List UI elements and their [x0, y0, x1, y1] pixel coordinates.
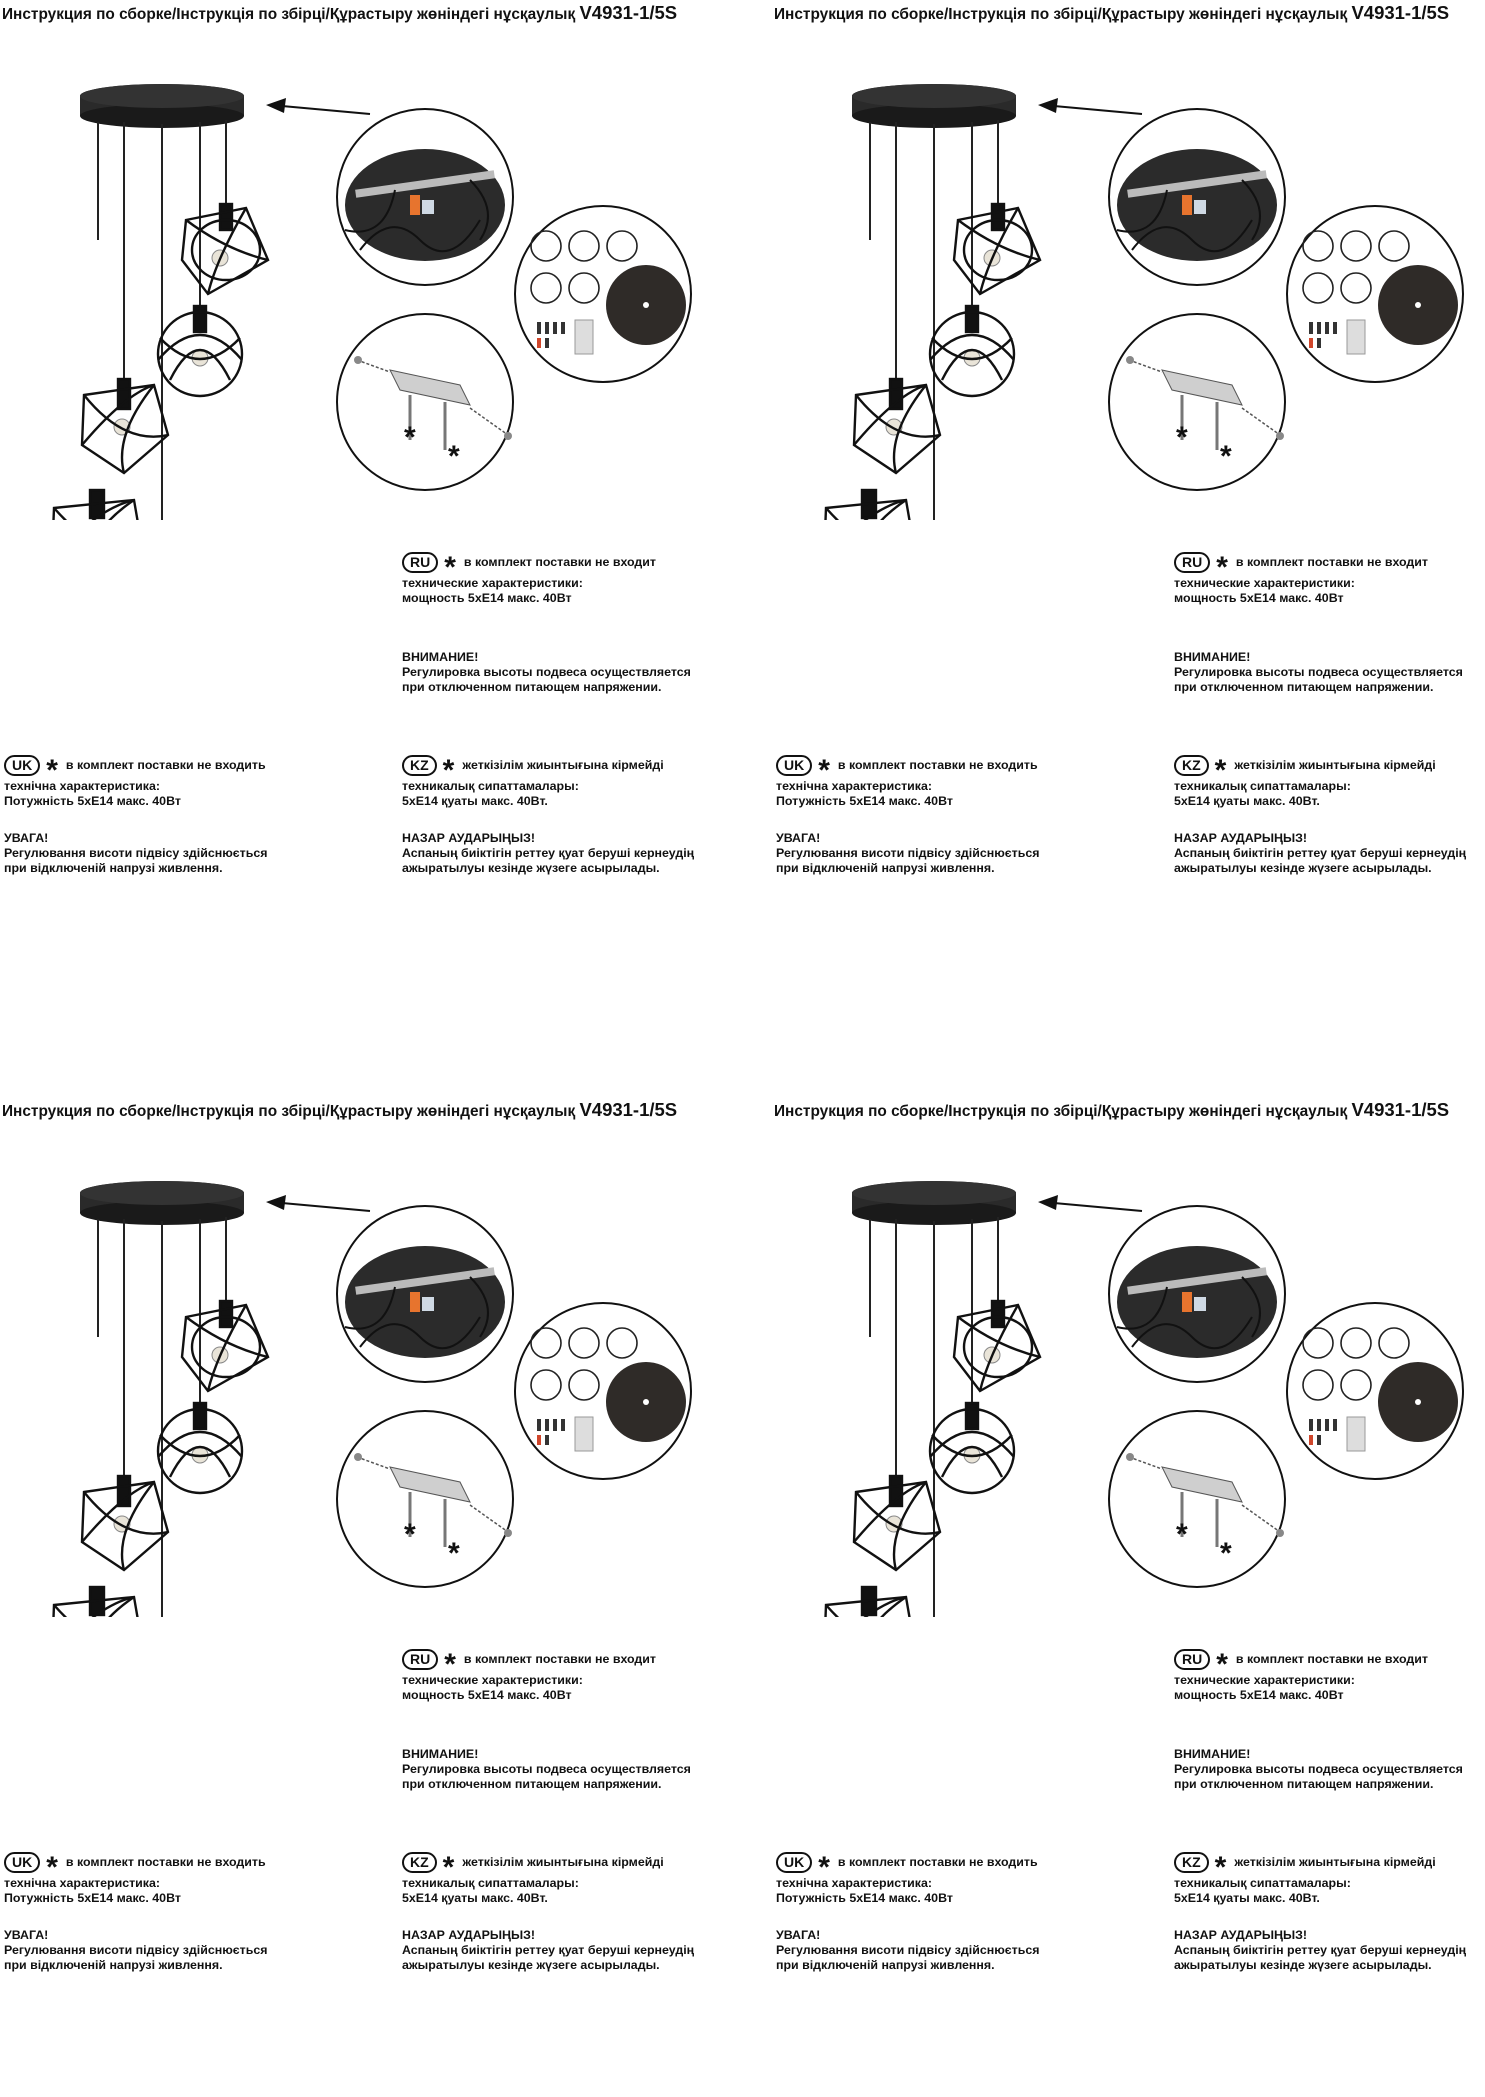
- asterisk-icon: *: [1216, 551, 1228, 584]
- canopy-interior-detail: [1109, 109, 1285, 285]
- uk-spec-title: технічна характеристика:: [776, 1876, 933, 1890]
- uk-badge: UK: [776, 1852, 812, 1873]
- lamp-illustration: [772, 0, 1485, 520]
- ru-not-included: в комплект поставки не входит: [1235, 1651, 1428, 1666]
- ru-warning-line2: при отключенном питающем напряжении.: [402, 1777, 662, 1791]
- uk-badge: UK: [776, 755, 812, 776]
- asterisk-icon: *: [818, 754, 830, 787]
- ru-warning-title: ВНИМАНИЕ!: [1174, 1747, 1251, 1761]
- ru-section: [402, 1647, 691, 1792]
- canopy-interior-detail: [337, 1206, 513, 1382]
- asterisk-icon: *: [442, 1851, 455, 1884]
- canopy-interior-detail: [337, 109, 513, 285]
- uk-warning-line2: при відключеній напрузі живлення.: [776, 861, 995, 875]
- kz-badge: KZ: [1174, 755, 1209, 776]
- uk-not-included: в комплект поставки не входить: [65, 757, 266, 772]
- uk-warning-line2: при відключеній напрузі живлення.: [776, 1958, 995, 1972]
- uk-warning-title: УВАГА!: [776, 1928, 821, 1942]
- asterisk-icon: *: [1216, 1648, 1228, 1681]
- ru-warning-title: ВНИМАНИЕ!: [402, 650, 479, 664]
- kz-spec-title: техникалық сипаттамалары:: [402, 1876, 579, 1890]
- ru-badge: RU: [402, 1649, 438, 1670]
- model-code: V4931-1/5S: [579, 2, 678, 23]
- instruction-title: Инструкция по сборке/Інструкція по збірці/Құрастыру жөніндегі нұсқаулық V4931-1/5S: [2, 1099, 678, 1120]
- uk-warning-title: УВАГА!: [776, 831, 821, 845]
- uk-spec-value: Потужність 5хЕ14 макс. 40Вт: [776, 794, 953, 808]
- model-code: V4931-1/5S: [1351, 2, 1450, 23]
- kz-spec-value: 5хЕ14 қуаты макс. 40Вт.: [1174, 1891, 1320, 1905]
- mounting-bracket-detail: [1109, 314, 1285, 490]
- mounting-bracket-detail: [337, 314, 513, 490]
- kz-section: [402, 753, 694, 876]
- asterisk-icon: *: [444, 551, 456, 584]
- ru-spec-value: мощность 5хЕ14 макс. 40Вт: [402, 591, 572, 605]
- kz-section: [1174, 1850, 1466, 1973]
- canopy: [80, 1181, 244, 1225]
- ru-badge: RU: [1174, 1649, 1210, 1670]
- uk-warning-line1: Регулювання висоти підвісу здійснюється: [4, 1943, 268, 1957]
- asterisk-icon: *: [444, 1648, 456, 1681]
- lamp-illustration: [0, 1097, 740, 1617]
- mounting-bracket-detail: [1109, 1411, 1285, 1587]
- kz-warning-line2: ажыратылуы кезінде жүзеге асырылады.: [402, 1958, 660, 1972]
- asterisk-icon: *: [46, 1851, 58, 1884]
- instruction-panel-bottom-right: [772, 1097, 1485, 2097]
- uk-section: [776, 1850, 1039, 1973]
- ru-spec-value: мощность 5хЕ14 макс. 40Вт: [1174, 1688, 1344, 1702]
- kz-not-included: жеткізілім жиынтығына кірмейді: [462, 1854, 664, 1869]
- kz-warning-line2: ажыратылуы кезінде жүзеге асырылады.: [1174, 861, 1432, 875]
- ru-warning-line1: Регулировка высоты подвеса осуществляется: [402, 1762, 691, 1776]
- kz-not-included: жеткізілім жиынтығына кірмейді: [1234, 1854, 1436, 1869]
- kz-badge: KZ: [1174, 1852, 1209, 1873]
- uk-badge: UK: [4, 1852, 40, 1873]
- ru-not-included: в комплект поставки не входит: [463, 1651, 656, 1666]
- ru-not-included: в комплект поставки не входит: [1235, 554, 1428, 569]
- uk-section: [4, 753, 267, 876]
- uk-warning-line1: Регулювання висоти підвісу здійснюється: [4, 846, 268, 860]
- ru-section: [1174, 550, 1463, 695]
- uk-badge: UK: [4, 755, 40, 776]
- uk-section: [776, 753, 1039, 876]
- kz-spec-value: 5хЕ14 қуаты макс. 40Вт.: [402, 794, 548, 808]
- uk-not-included: в комплект поставки не входить: [837, 757, 1038, 772]
- ru-section: [1174, 1647, 1463, 1792]
- kz-warning-line1: Аспаның биіктігін реттеу қуат беруші кернеудің: [1174, 1943, 1467, 1957]
- bracket-star-2: *: [1220, 440, 1232, 473]
- pointer-arrow: [1038, 98, 1142, 114]
- kz-warning-title: НАЗАР АУДАРЫҢЫЗ!: [1174, 1928, 1308, 1942]
- ru-spec-value: мощность 5хЕ14 макс. 40Вт: [402, 1688, 572, 1702]
- ru-spec-title: технические характеристики:: [1174, 576, 1355, 590]
- package-contents-detail: [1287, 1303, 1463, 1479]
- model-code: V4931-1/5S: [1351, 1099, 1450, 1120]
- uk-not-included: в комплект поставки не входить: [65, 1854, 266, 1869]
- package-contents-detail: [515, 1303, 691, 1479]
- canopy: [852, 1181, 1016, 1225]
- instruction-panel-bottom-left: [0, 1097, 740, 2097]
- asterisk-icon: *: [1214, 1851, 1227, 1884]
- kz-section: [1174, 753, 1466, 876]
- pointer-arrow: [266, 1195, 370, 1211]
- cage-shades: [824, 204, 1040, 520]
- ru-warning-title: ВНИМАНИЕ!: [1174, 650, 1251, 664]
- ru-spec-value: мощность 5хЕ14 макс. 40Вт: [1174, 591, 1344, 605]
- uk-spec-title: технічна характеристика:: [4, 779, 161, 793]
- kz-warning-title: НАЗАР АУДАРЫҢЫЗ!: [402, 831, 536, 845]
- package-contents-detail: [515, 206, 691, 382]
- uk-warning-line1: Регулювання висоти підвісу здійснюється: [776, 1943, 1040, 1957]
- kz-spec-title: техникалық сипаттамалары:: [402, 779, 579, 793]
- kz-warning-line1: Аспаның биіктігін реттеу қуат беруші кернеудің: [402, 1943, 695, 1957]
- ru-badge: RU: [402, 552, 438, 573]
- uk-spec-value: Потужність 5хЕ14 макс. 40Вт: [776, 1891, 953, 1905]
- bracket-star-2: *: [1220, 1537, 1232, 1570]
- ru-warning-line2: при отключенном питающем напряжении.: [402, 680, 662, 694]
- ru-badge: RU: [1174, 552, 1210, 573]
- ru-spec-title: технические характеристики:: [402, 576, 583, 590]
- ru-warning-line1: Регулировка высоты подвеса осуществляется: [402, 665, 691, 679]
- kz-badge: KZ: [402, 755, 437, 776]
- kz-warning-line2: ажыратылуы кезінде жүзеге асырылады.: [1174, 1958, 1432, 1972]
- ru-spec-title: технические характеристики:: [1174, 1673, 1355, 1687]
- bracket-star-1: *: [404, 1518, 416, 1551]
- instruction-title: Инструкция по сборке/Інструкція по збірці/Құрастыру жөніндегі нұсқаулық V4931-1/5S: [2, 2, 678, 23]
- kz-warning-line2: ажыратылуы кезінде жүзеге асырылады.: [402, 861, 660, 875]
- bracket-star-1: *: [404, 421, 416, 454]
- kz-spec-value: 5хЕ14 қуаты макс. 40Вт.: [1174, 794, 1320, 808]
- cage-shades: [824, 1301, 1040, 1617]
- kz-not-included: жеткізілім жиынтығына кірмейді: [1234, 757, 1436, 772]
- uk-spec-title: технічна характеристика:: [776, 779, 933, 793]
- canopy: [80, 84, 244, 128]
- lamp-illustration: [772, 1097, 1485, 1617]
- kz-spec-title: техникалық сипаттамалары:: [1174, 779, 1351, 793]
- uk-section: [4, 1850, 267, 1973]
- ru-section: [402, 550, 691, 695]
- instruction-title: Инструкция по сборке/Інструкція по збірці/Құрастыру жөніндегі нұсқаулық V4931-1/5S: [774, 2, 1450, 23]
- package-contents-detail: [1287, 206, 1463, 382]
- cage-shades: [52, 204, 268, 520]
- canopy: [852, 84, 1016, 128]
- uk-not-included: в комплект поставки не входить: [837, 1854, 1038, 1869]
- canopy-interior-detail: [1109, 1206, 1285, 1382]
- kz-warning-title: НАЗАР АУДАРЫҢЫЗ!: [1174, 831, 1308, 845]
- kz-warning-line1: Аспаның биіктігін реттеу қуат беруші кернеудің: [1174, 846, 1467, 860]
- bracket-star-2: *: [448, 1537, 460, 1570]
- instruction-title: Инструкция по сборке/Інструкція по збірці/Құрастыру жөніндегі нұсқаулық V4931-1/5S: [774, 1099, 1450, 1120]
- ru-warning-line2: при отключенном питающем напряжении.: [1174, 1777, 1434, 1791]
- kz-section: [402, 1850, 694, 1973]
- ru-spec-title: технические характеристики:: [402, 1673, 583, 1687]
- ru-warning-line2: при отключенном питающем напряжении.: [1174, 680, 1434, 694]
- uk-warning-line2: при відключеній напрузі живлення.: [4, 1958, 223, 1972]
- asterisk-icon: *: [442, 754, 455, 787]
- uk-spec-title: технічна характеристика:: [4, 1876, 161, 1890]
- instruction-panel-top-right: [772, 0, 1485, 1000]
- kz-spec-value: 5хЕ14 қуаты макс. 40Вт.: [402, 1891, 548, 1905]
- mounting-bracket-detail: [337, 1411, 513, 1587]
- ru-not-included: в комплект поставки не входит: [463, 554, 656, 569]
- kz-warning-line1: Аспаның биіктігін реттеу қуат беруші кернеудің: [402, 846, 695, 860]
- instruction-panel-top-left: [0, 0, 740, 1000]
- uk-warning-title: УВАГА!: [4, 1928, 49, 1942]
- ru-warning-title: ВНИМАНИЕ!: [402, 1747, 479, 1761]
- bracket-star-1: *: [1176, 1518, 1188, 1551]
- uk-warning-line2: при відключеній напрузі живлення.: [4, 861, 223, 875]
- kz-badge: KZ: [402, 1852, 437, 1873]
- asterisk-icon: *: [1214, 754, 1227, 787]
- bracket-star-1: *: [1176, 421, 1188, 454]
- lamp-illustration: [0, 0, 740, 520]
- ru-warning-line1: Регулировка высоты подвеса осуществляется: [1174, 665, 1463, 679]
- pointer-arrow: [266, 98, 370, 114]
- kz-warning-title: НАЗАР АУДАРЫҢЫЗ!: [402, 1928, 536, 1942]
- cage-shades: [52, 1301, 268, 1617]
- pointer-arrow: [1038, 1195, 1142, 1211]
- uk-warning-line1: Регулювання висоти підвісу здійснюється: [776, 846, 1040, 860]
- uk-spec-value: Потужність 5хЕ14 макс. 40Вт: [4, 794, 181, 808]
- ru-warning-line1: Регулировка высоты подвеса осуществляется: [1174, 1762, 1463, 1776]
- asterisk-icon: *: [46, 754, 58, 787]
- model-code: V4931-1/5S: [579, 1099, 678, 1120]
- kz-spec-title: техникалық сипаттамалары:: [1174, 1876, 1351, 1890]
- bracket-star-2: *: [448, 440, 460, 473]
- kz-not-included: жеткізілім жиынтығына кірмейді: [462, 757, 664, 772]
- uk-spec-value: Потужність 5хЕ14 макс. 40Вт: [4, 1891, 181, 1905]
- uk-warning-title: УВАГА!: [4, 831, 49, 845]
- asterisk-icon: *: [818, 1851, 830, 1884]
